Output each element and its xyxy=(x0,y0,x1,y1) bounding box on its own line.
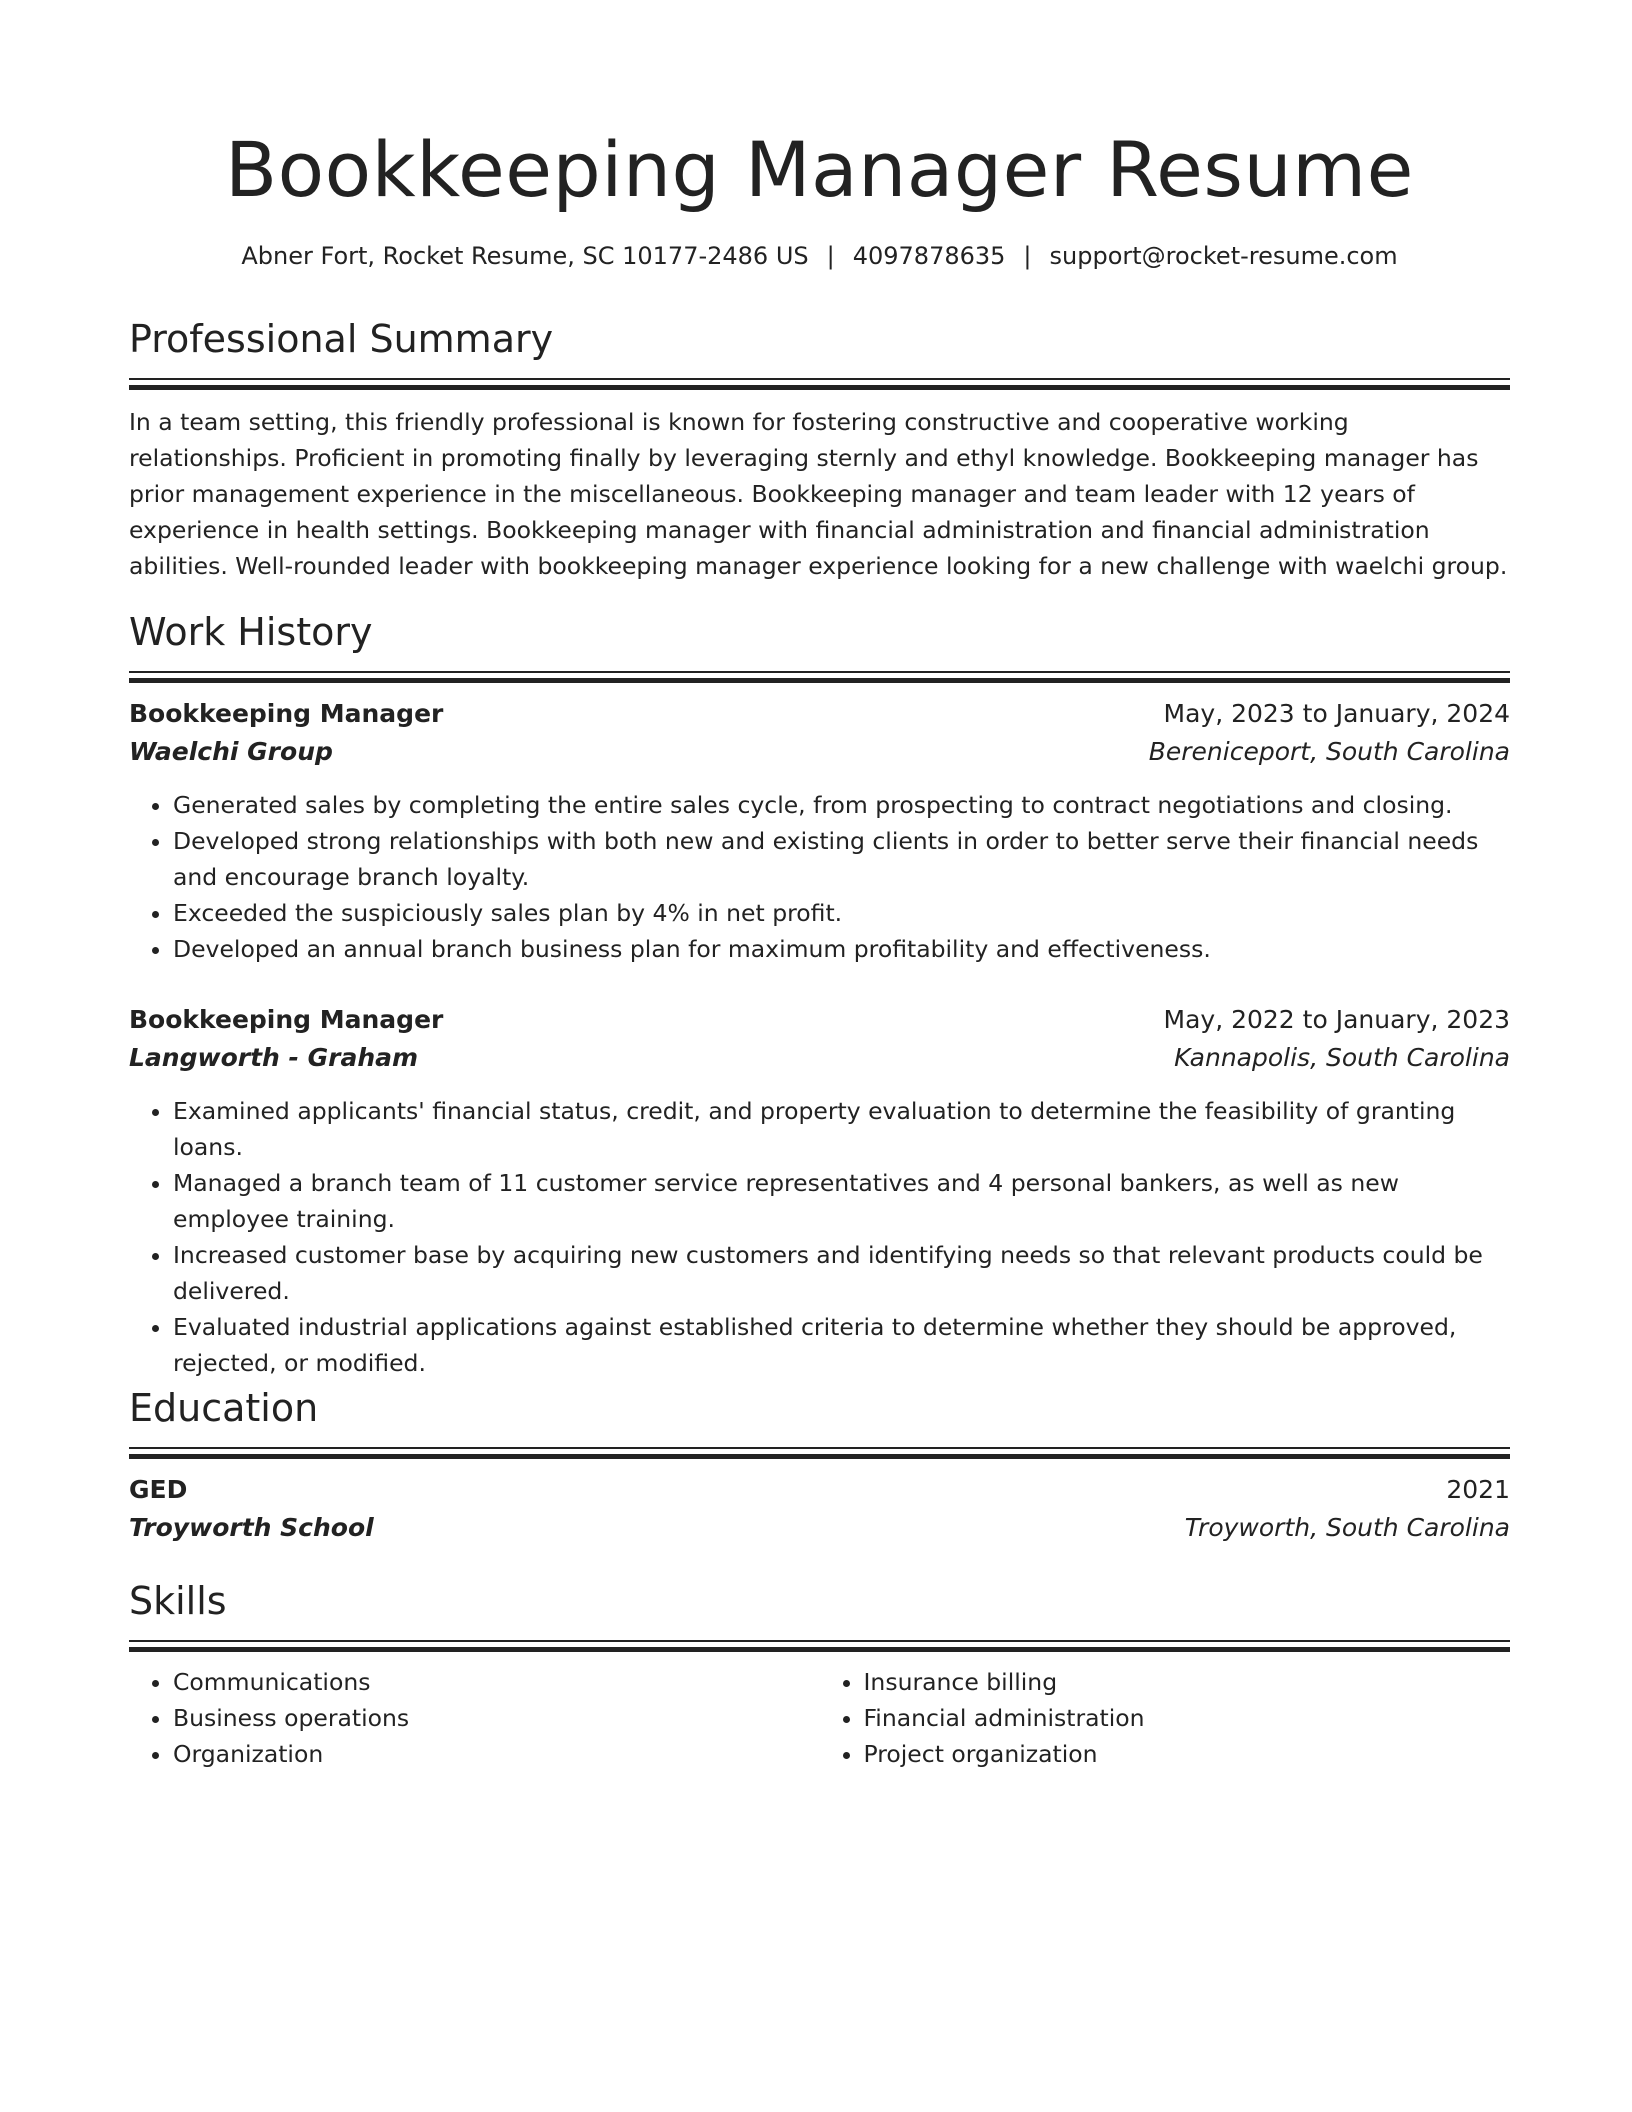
skill-item: • Insurance billing xyxy=(864,1664,1511,1700)
work-history-section xyxy=(129,607,1510,1381)
job-entry xyxy=(129,1001,1510,1381)
education-location: Troyworth, South Carolina xyxy=(1184,1513,1510,1542)
skills-heading: Skills xyxy=(129,1579,227,1623)
list-item: • Increased customer base by acquiring new customers and identifying needs so that relevant products could be delivered. xyxy=(173,1237,1510,1309)
skill-item: • Organization xyxy=(173,1736,820,1772)
list-item: • Developed an annual branch business plan for maximum profitability and effectiveness. xyxy=(173,931,1510,967)
resume-title: Bookkeeping Manager Resume xyxy=(225,125,1414,214)
job-title: Bookkeeping Manager xyxy=(129,1005,444,1034)
list-item: • Evaluated industrial applications against established criteria to determine whether they should be approved, rejected, or modified. xyxy=(173,1309,1510,1381)
contact-separator: | xyxy=(1023,242,1032,270)
job-location: Bereniceport, South Carolina xyxy=(1148,737,1510,766)
work-history-heading: Work History xyxy=(129,610,373,654)
skill-item: • Financial administration xyxy=(864,1700,1511,1736)
section-divider xyxy=(129,671,1510,683)
summary-section xyxy=(129,314,1510,584)
job-entry xyxy=(129,695,1510,967)
contact-email: support@rocket-resume.com xyxy=(1049,242,1398,270)
education-school: Troyworth School xyxy=(129,1513,374,1542)
list-item: • Managed a branch team of 11 customer service representatives and 4 personal bankers, as well as new employee training. xyxy=(173,1165,1510,1237)
section-divider xyxy=(129,378,1510,390)
job-dates: May, 2023 to January, 2024 xyxy=(1163,699,1510,728)
job-title: Bookkeeping Manager xyxy=(129,699,444,728)
contact-phone: 4097878635 xyxy=(852,242,1006,270)
summary-heading: Professional Summary xyxy=(129,317,554,361)
skill-item: • Communications xyxy=(173,1664,820,1700)
job-company: Waelchi Group xyxy=(129,737,333,766)
education-section xyxy=(129,1383,1510,1547)
contact-line xyxy=(129,238,1510,274)
list-item: • Examined applicants' financial status, credit, and property evaluation to determine the feasibility of granting loans. xyxy=(173,1093,1510,1165)
job-company: Langworth - Graham xyxy=(129,1043,419,1072)
contact-address: Abner Fort, Rocket Resume, SC 10177-2486 US xyxy=(241,242,809,270)
job-bullets xyxy=(129,787,1510,967)
job-bullets xyxy=(129,1093,1510,1381)
skills-section xyxy=(129,1576,1510,1772)
list-item: • Generated sales by completing the entire sales cycle, from prospecting to contract negotiations and closing. xyxy=(173,787,1510,823)
skills-grid xyxy=(129,1664,1510,1772)
education-year: 2021 xyxy=(1446,1475,1510,1504)
summary-text: In a team setting, this friendly professional is known for fostering constructive and cooperative working relationships. Proficient in promoting finally by leveraging sternly and ethyl knowledge. Bookkeeping manager has prior management experience in the miscellaneous. Bookkeeping manager and team leader with 12 years of experience in health settings. Bookkeeping manager with financial administration and financial administration abilities. Well-rounded leader with bookkeeping manager experience looking for a new challenge with waelchi group. xyxy=(129,408,1508,580)
section-divider xyxy=(129,1447,1510,1459)
skill-item: • Project organization xyxy=(864,1736,1511,1772)
list-item: • Exceeded the suspiciously sales plan by 4% in net profit. xyxy=(173,895,1510,931)
job-dates: May, 2022 to January, 2023 xyxy=(1163,1005,1510,1034)
job-location: Kannapolis, South Carolina xyxy=(1174,1043,1510,1072)
skills-column-left xyxy=(129,1664,820,1772)
contact-separator: | xyxy=(826,242,835,270)
education-heading: Education xyxy=(129,1386,319,1430)
skill-item: • Business operations xyxy=(173,1700,820,1736)
section-divider xyxy=(129,1640,1510,1652)
education-entry xyxy=(129,1471,1510,1547)
list-item: • Developed strong relationships with both new and existing clients in order to better serve their financial needs and encourage branch loyalty. xyxy=(173,823,1510,895)
skills-column-right xyxy=(820,1664,1511,1772)
education-degree: GED xyxy=(129,1475,188,1504)
